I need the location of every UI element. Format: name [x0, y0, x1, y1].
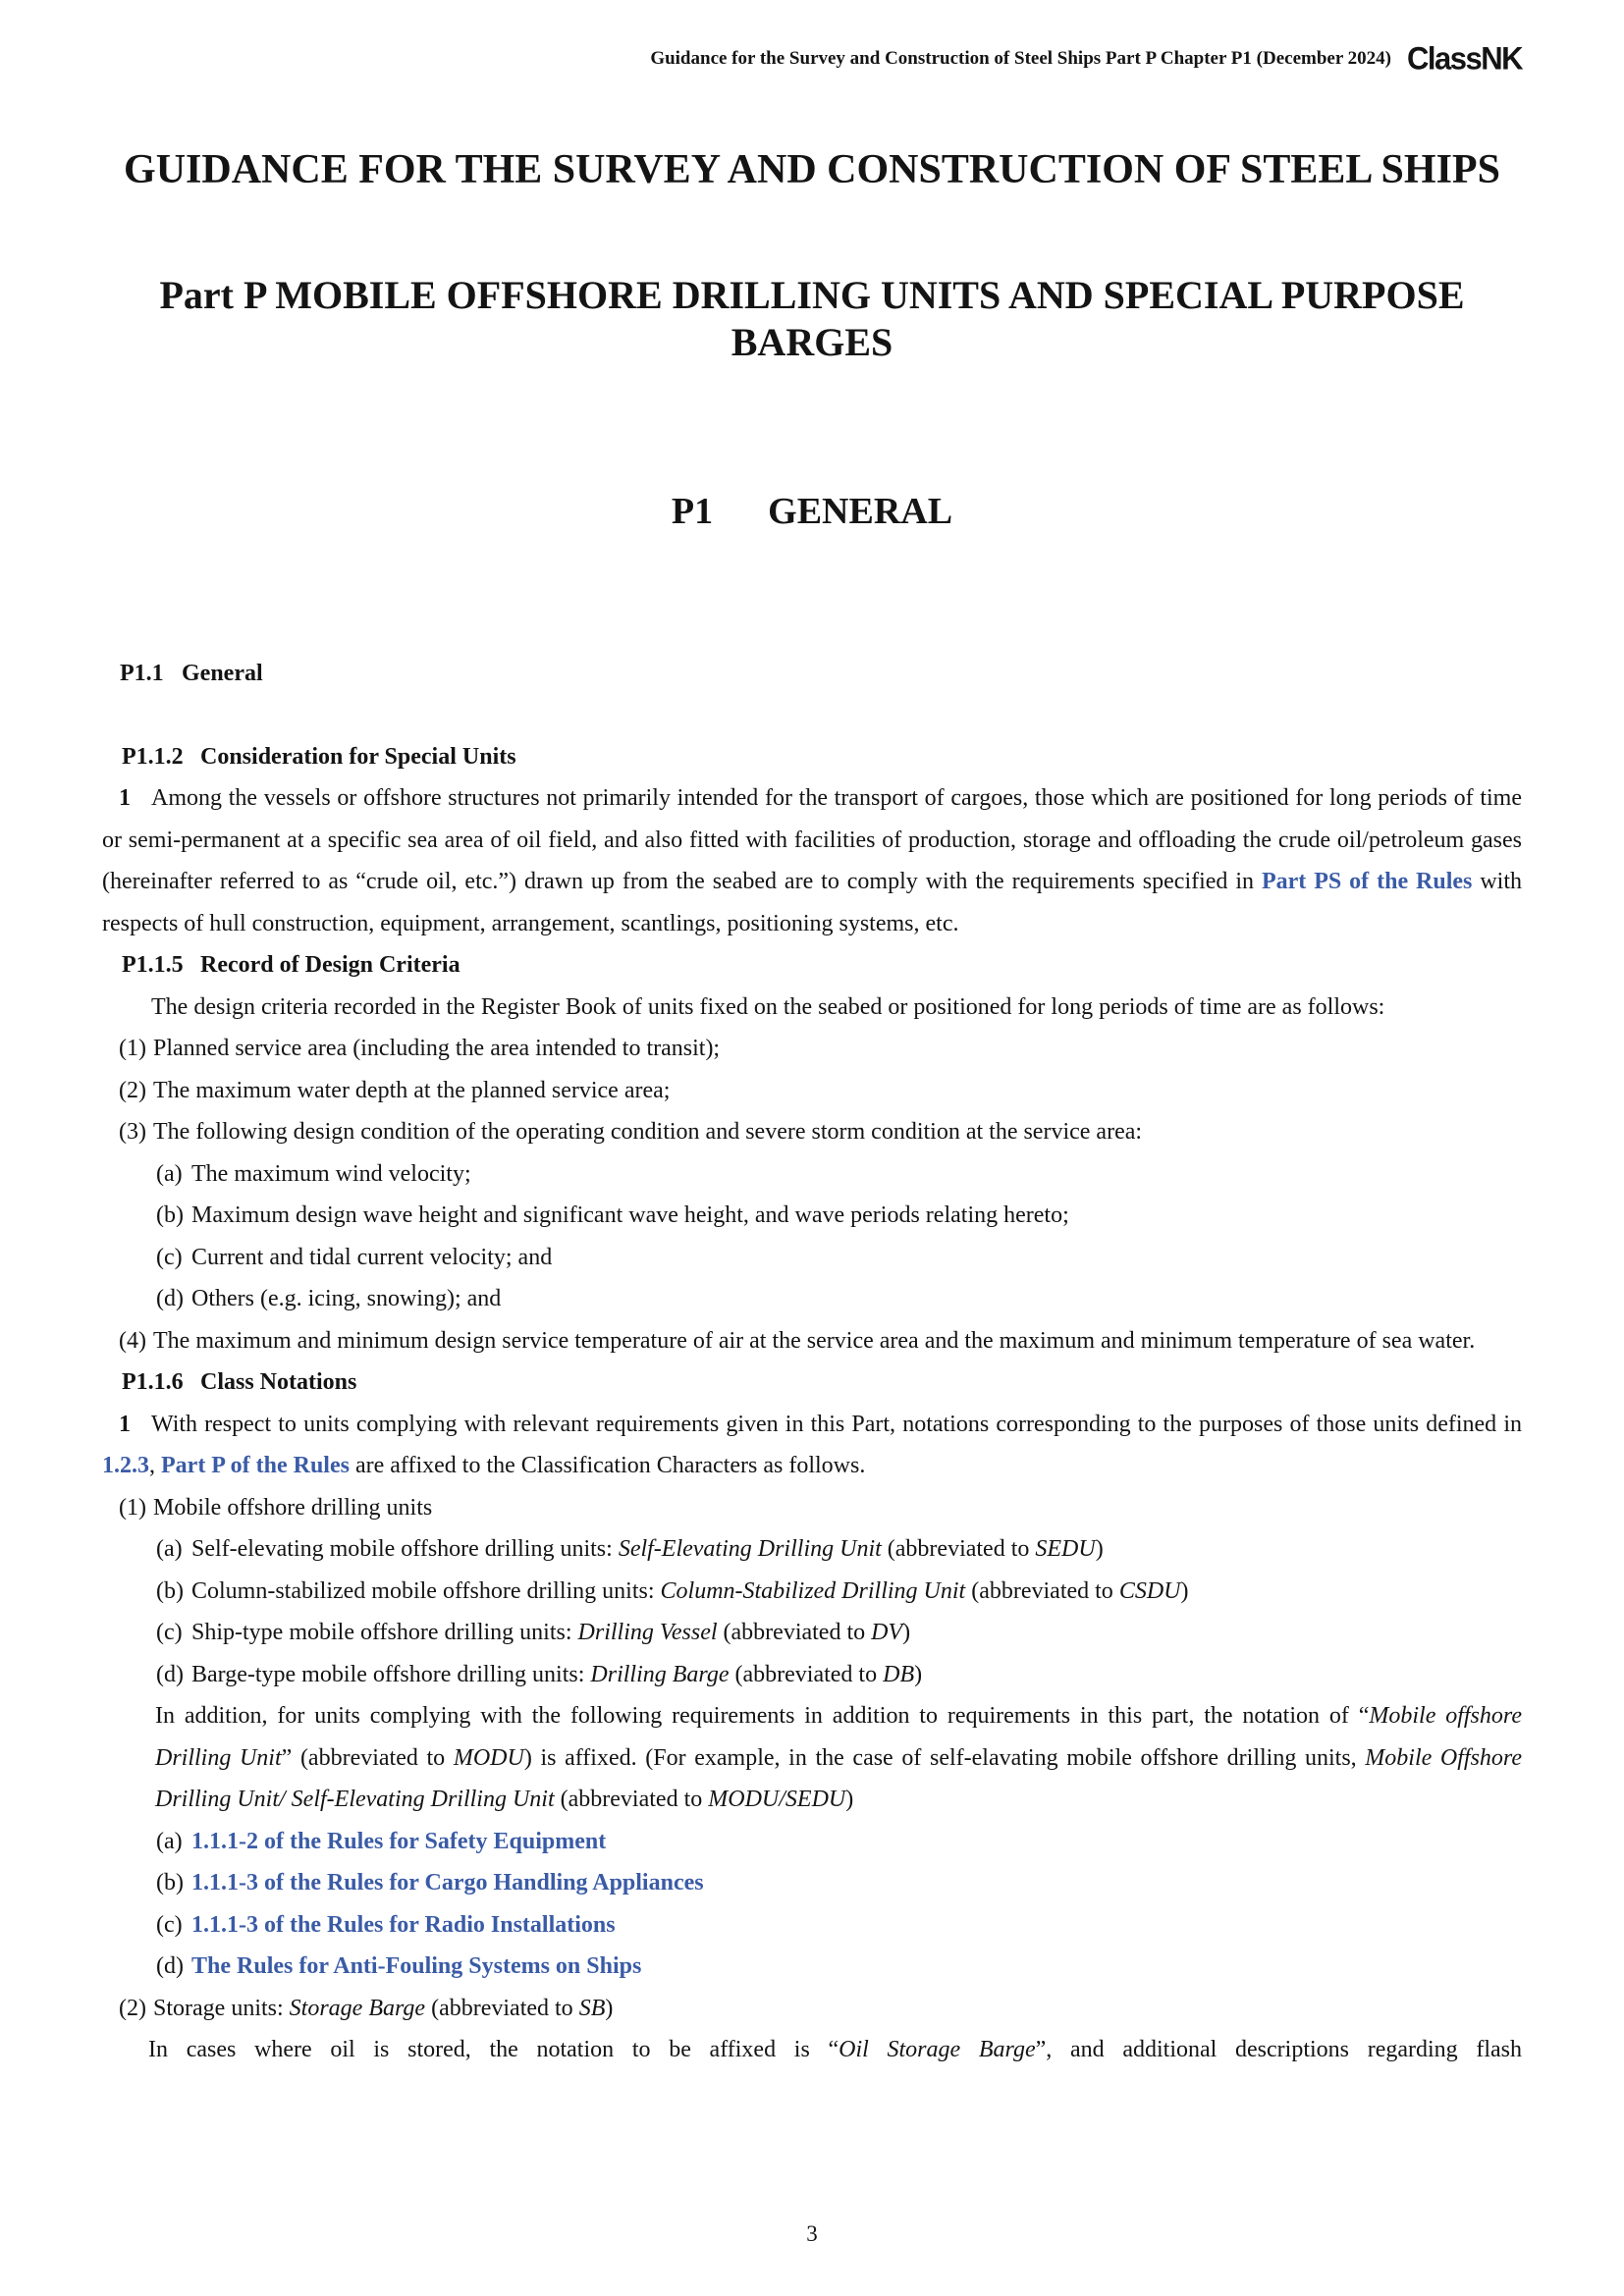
xref-link[interactable]: The Rules for Anti-Fouling Systems on Ships — [191, 1953, 642, 1979]
list-item — [102, 1111, 1522, 1153]
body-text: In cases where oil is stored, the notation to be affixed is “ — [148, 2037, 839, 2062]
body-text: Ship-type mobile offshore drilling units: — [191, 1620, 578, 1645]
body-text: , — [149, 1453, 161, 1478]
section-title: General — [182, 661, 263, 686]
italic-text: Mobile Offshore Drilling Unit/ Self-Elevating Drilling Unit — [155, 1744, 1523, 1812]
list-marker: (1) — [119, 1494, 146, 1521]
list-marker: (a) — [156, 1160, 183, 1187]
body-text: ) — [1180, 1577, 1189, 1604]
list-marker: 1 — [119, 785, 131, 811]
italic-text: MODU — [453, 1744, 524, 1771]
body-text: with respects of hull construction, equipment, arrangement, scantlings, positioning systems, etc. — [102, 869, 1522, 936]
italic-text: Mobile offshore Drilling Unit — [155, 1703, 1522, 1771]
list-item — [102, 1028, 1522, 1070]
list-marker: (3) — [119, 1119, 146, 1145]
section-number: P1.1.5 — [122, 952, 184, 978]
body-text: Self-elevating mobile offshore drilling units: — [191, 1536, 619, 1562]
sub-list-item — [102, 1153, 1522, 1196]
section-heading — [102, 944, 1522, 987]
list-marker: (2) — [119, 1995, 146, 2021]
sub-list-item — [102, 1571, 1522, 1613]
body-text: ) — [605, 1995, 614, 2021]
body-text: ” (abbreviated to — [281, 1744, 454, 1771]
document-title: GUIDANCE FOR THE SURVEY AND CONSTRUCTION OF STEEL SHIPS — [124, 147, 1500, 192]
body-text: ”, and additional descriptions regarding flash — [1035, 2037, 1523, 2062]
body-text: The design criteria recorded in the Register Book of units fixed on the seabed or positioned for long periods of time are as follows: — [151, 993, 1385, 1020]
body-text: The following design condition of the operating condition and severe storm condition at the service area: — [153, 1119, 1143, 1145]
page-number: 3 — [806, 2221, 818, 2246]
section-heading — [102, 653, 1522, 695]
italic-text: Drilling Barge — [590, 1661, 730, 1687]
body-text: Others (e.g. icing, snowing); and — [191, 1286, 502, 1311]
body-text: Storage units: — [153, 1995, 290, 2021]
italic-text: DB — [883, 1661, 915, 1687]
paragraph — [102, 777, 1522, 944]
body-text: (abbreviated to — [881, 1536, 1036, 1562]
sub-list-item — [102, 1278, 1522, 1320]
sub-list-item — [102, 1654, 1522, 1696]
body-text: Barge-type mobile offshore drilling units: — [191, 1661, 591, 1687]
sub-list-item — [102, 1862, 1522, 1904]
section-number: P1.1.6 — [122, 1369, 184, 1395]
section-number: P1.1 — [120, 661, 164, 686]
sub-list-item — [102, 1195, 1522, 1237]
body-text: Maximum design wave height and significant wave height, and wave periods relating hereto; — [191, 1202, 1069, 1228]
body-text: (abbreviated to — [729, 1661, 884, 1687]
italic-text: Oil Storage Barge — [839, 2037, 1036, 2062]
list-marker: (1) — [119, 1036, 146, 1061]
xref-link[interactable]: Part PS of the Rules — [1261, 869, 1473, 894]
sub-list-item — [102, 1237, 1522, 1279]
list-marker: (c) — [156, 1620, 183, 1645]
sub-list-item — [102, 1946, 1522, 1988]
italic-text: SEDU — [1035, 1536, 1096, 1562]
body-text: ) — [1095, 1536, 1104, 1562]
running-header — [102, 0, 1522, 77]
list-marker: (c) — [156, 1244, 183, 1270]
document-body — [102, 653, 1522, 2071]
body-text: Mobile offshore drilling units — [153, 1494, 433, 1521]
xref-link[interactable]: 1.1.1-3 of the Rules for Radio Installations — [191, 1911, 616, 1938]
paragraph — [102, 987, 1522, 1029]
sub-list-item — [102, 1904, 1522, 1947]
italic-text: SB — [578, 1995, 606, 2021]
body-text: Current and tidal current velocity; and — [191, 1244, 553, 1270]
body-text: (abbreviated to — [717, 1620, 872, 1645]
list-marker: (d) — [156, 1661, 184, 1687]
body-text: Among the vessels or offshore structures not primarily intended for the transport of cargoes, those which are positioned for long periods of time or semi-permanent at a specific sea area of oil field, and also fitted with facilities of production, storage and offloading the crude oil/petroleum gases (hereinafter referred to as “crude oil, etc.”) drawn up from the seabed are to comply with the requirements specified in — [102, 785, 1522, 894]
list-marker: (b) — [156, 1870, 184, 1896]
list-marker: (d) — [156, 1286, 184, 1311]
body-text: ) — [914, 1661, 923, 1687]
italic-text: MODU/SEDU — [708, 1787, 846, 1812]
list-marker: (c) — [156, 1911, 183, 1938]
paragraph — [155, 1695, 1522, 1821]
classnk-logo: ClassNK — [1407, 40, 1522, 77]
italic-text: Column-Stabilized Drilling Unit — [660, 1577, 966, 1604]
part-title — [102, 272, 1522, 366]
xref-link[interactable]: 1.1.1-2 of the Rules for Safety Equipment — [191, 1828, 607, 1854]
list-marker: 1 — [119, 1411, 131, 1437]
sub-list-item — [102, 1821, 1522, 1863]
part-title-line1: Part P MOBILE OFFSHORE DRILLING UNITS AND SPECIAL PURPOSE — [159, 273, 1465, 317]
body-text: (abbreviated to — [965, 1577, 1119, 1604]
body-text: Column-stabilized mobile offshore drilling units: — [191, 1577, 661, 1604]
body-text: (abbreviated to — [425, 1995, 579, 2021]
chapter-name: GENERAL — [768, 491, 953, 532]
body-text: The maximum water depth at the planned service area; — [153, 1077, 671, 1103]
xref-link[interactable]: 1.1.1-3 of the Rules for Cargo Handling Appliances — [191, 1870, 704, 1896]
chapter-number: P1 — [671, 491, 714, 532]
section-title: Record of Design Criteria — [200, 952, 460, 978]
italic-text: Self-Elevating Drilling Unit — [618, 1536, 882, 1562]
body-text: In addition, for units complying with the following requirements in addition to requirements in this part, the notation of “ — [155, 1703, 1370, 1729]
paragraph — [102, 1404, 1522, 1487]
xref-link[interactable]: 1.2.3 — [102, 1453, 149, 1478]
body-text: ) — [902, 1620, 911, 1645]
sub-list-item — [102, 1528, 1522, 1571]
list-item — [102, 1487, 1522, 1529]
body-text: ) is affixed. (For example, in the case of self-elavating mobile offshore drilling units, — [523, 1744, 1366, 1771]
section-number: P1.1.2 — [122, 743, 184, 770]
italic-text: CSDU — [1118, 1577, 1181, 1604]
italic-text: DV — [871, 1620, 903, 1645]
list-marker: (4) — [119, 1327, 146, 1354]
list-item — [102, 1320, 1522, 1362]
list-marker: (2) — [119, 1077, 146, 1103]
list-marker: (a) — [156, 1828, 183, 1854]
body-text: ) — [845, 1787, 854, 1812]
body-text: The maximum and minimum design service temperature of air at the service area and the maximum and minimum temperature of sea water. — [153, 1327, 1476, 1354]
body-text: The maximum wind velocity; — [191, 1160, 471, 1187]
part-title-line2: BARGES — [731, 320, 893, 364]
section-title: Consideration for Special Units — [200, 743, 516, 770]
list-item — [102, 1070, 1522, 1112]
list-marker: (d) — [156, 1953, 184, 1979]
xref-link[interactable]: Part P of the Rules — [161, 1453, 350, 1478]
sub-list-item — [102, 1612, 1522, 1654]
body-text: are affixed to the Classification Characters as follows. — [349, 1453, 866, 1478]
body-text: (abbreviated to — [554, 1787, 709, 1812]
list-marker: (b) — [156, 1202, 184, 1228]
italic-text: Drilling Vessel — [577, 1620, 718, 1645]
body-text: With respect to units complying with relevant requirements given in this Part, notations corresponding to the purposes of those units defined in — [151, 1411, 1522, 1437]
section-title: Class Notations — [200, 1369, 357, 1395]
paragraph — [148, 2029, 1522, 2071]
running-header-text: Guidance for the Survey and Construction of Steel Ships Part P Chapter P1 (December 2024) — [650, 47, 1391, 69]
list-marker: (b) — [156, 1577, 184, 1604]
list-marker: (a) — [156, 1536, 183, 1562]
section-heading — [102, 736, 1522, 778]
body-text: Planned service area (including the area intended to transit); — [153, 1036, 721, 1061]
chapter-heading — [102, 490, 1522, 533]
list-item — [102, 1988, 1522, 2030]
italic-text: Storage Barge — [289, 1995, 426, 2021]
section-heading — [102, 1362, 1522, 1404]
